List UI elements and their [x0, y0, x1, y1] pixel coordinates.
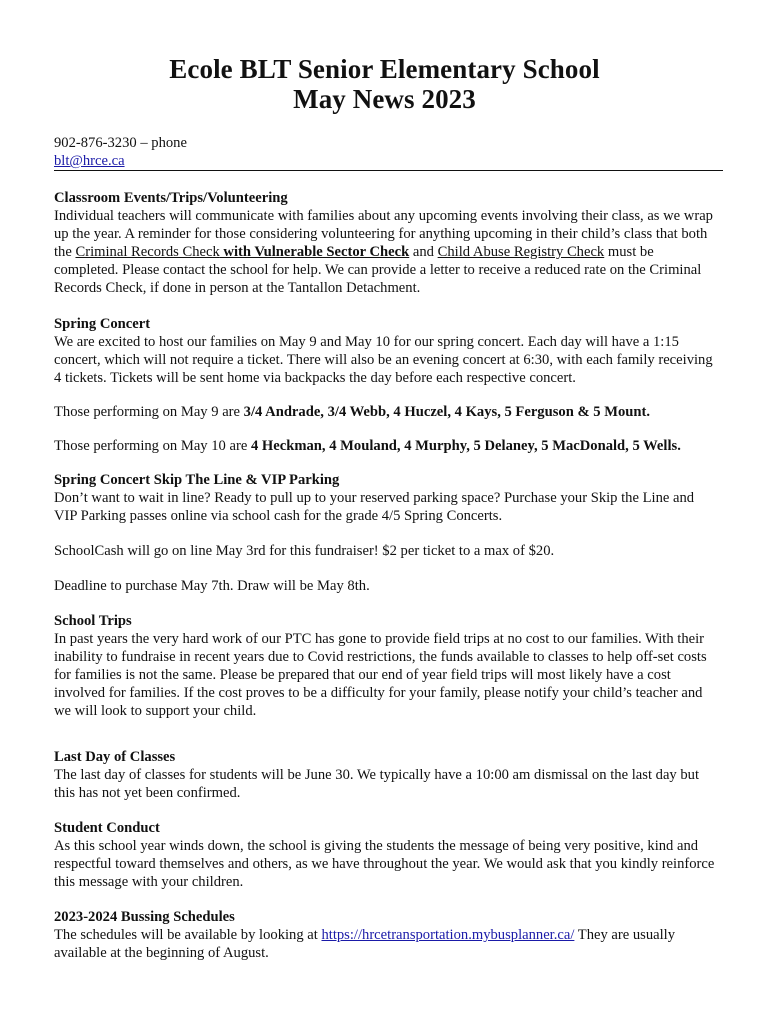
section-body	[54, 207, 715, 297]
section-spring-concert	[54, 315, 715, 455]
section-heading: Classroom Events/Trips/Volunteering	[54, 190, 288, 206]
section-body: Don’t want to wait in line? Ready to pull up to your reserved parking space? Purchase your Skip the Line and VIP Parking passes online via school cash for the grade 4/5 Spring Concerts.	[54, 490, 695, 524]
body-text: and	[409, 244, 438, 260]
deadline-text: Deadline to purchase May 7th. Draw will be May 8th.	[54, 578, 370, 594]
section-vip-parking	[54, 471, 715, 595]
phone-text: 902-876-3230 – phone	[54, 135, 187, 151]
may9-performers	[54, 403, 715, 421]
criminal-records-check-text: Criminal Records Check	[75, 244, 220, 260]
title-line-2: May News 2023	[293, 84, 476, 114]
section-body: The last day of classes for students will be June 30. We typically have a 10:00 am dismissal on the last day but this has not yet been confirmed.	[54, 767, 700, 801]
may10-classes: 4 Heckman, 4 Mouland, 4 Murphy, 5 Delaney, 5 MacDonald, 5 Wells.	[250, 438, 681, 454]
schoolcash-text: SchoolCash will go on line May 3rd for this fundraiser! $2 per ticket to a max of $20.	[54, 543, 555, 559]
section-body: In past years the very hard work of our PTC has gone to provide field trips at no cost to our families. With their inability to fundraise in recent years due to Covid restrictions, the funds available to classes to help off-set costs for families is not the same. Please be prepared that our end of year field trips will most likely have a cost involved for families. If the cost proves to be a difficulty for your family, please notify your child’s teacher and we will look to support your child.	[54, 631, 707, 719]
section-school-trips	[54, 612, 715, 720]
body-text: must be completed. Please contact the school for help. We can provide a letter to receive a reduced rate on the Criminal Records Check, if done in person at the Tantallon Detachment.	[54, 244, 702, 296]
contact-block	[54, 134, 715, 170]
bus-planner-link[interactable]: https://hrcetransportation.mybusplanner.ca/	[321, 927, 575, 943]
may10-performers	[54, 437, 715, 455]
section-heading: Spring Concert Skip The Line & VIP Parking	[54, 472, 340, 488]
section-heading: Student Conduct	[54, 820, 160, 836]
section-last-day	[54, 748, 715, 802]
body-text: Those performing on May 10 are	[54, 438, 251, 454]
header-divider	[54, 170, 723, 171]
section-body: We are excited to host our families on May 9 and May 10 for our spring concert. Each day will have a 1:15 concert, which will not require a ticket. There will also be an evening concert at 6:30, with each family receiving 4 tickets. Tickets will be sent home via backpacks the day before each respective concert.	[54, 334, 713, 386]
section-heading: 2023-2024 Bussing Schedules	[54, 909, 235, 925]
section-bussing	[54, 908, 715, 962]
vulnerable-sector-text: with Vulnerable Sector Check	[219, 244, 410, 260]
email-link[interactable]: blt@hrce.ca	[54, 153, 125, 169]
section-body	[54, 926, 715, 962]
section-heading: Spring Concert	[54, 316, 151, 332]
body-text: Those performing on May 9 are	[54, 404, 244, 420]
page-title	[54, 54, 715, 114]
title-line-1: Ecole BLT Senior Elementary School	[169, 54, 600, 84]
section-heading: Last Day of Classes	[54, 749, 176, 765]
section-body: As this school year winds down, the school is giving the students the message of being very positive, kind and respectful toward themselves and others, as we have throughout the year. We would ask that you kindly reinforce this message with your children.	[54, 838, 715, 890]
section-classroom	[54, 189, 715, 297]
section-heading: School Trips	[54, 613, 132, 629]
child-abuse-registry-text: Child Abuse Registry Check	[437, 244, 605, 260]
body-text: The schedules will be available by looking at	[54, 927, 322, 943]
body-text: Individual teachers will communicate with families about any upcoming events involving their class, as we wrap up the year. A reminder for those considering volunteering for anything upcoming in their child’s class that both the	[54, 208, 713, 260]
section-student-conduct	[54, 819, 715, 891]
body-text: They are usually available at the beginning of August.	[54, 927, 676, 961]
may9-classes: 3/4 Andrade, 3/4 Webb, 4 Huczel, 4 Kays, 5 Ferguson & 5 Mount.	[243, 404, 651, 420]
